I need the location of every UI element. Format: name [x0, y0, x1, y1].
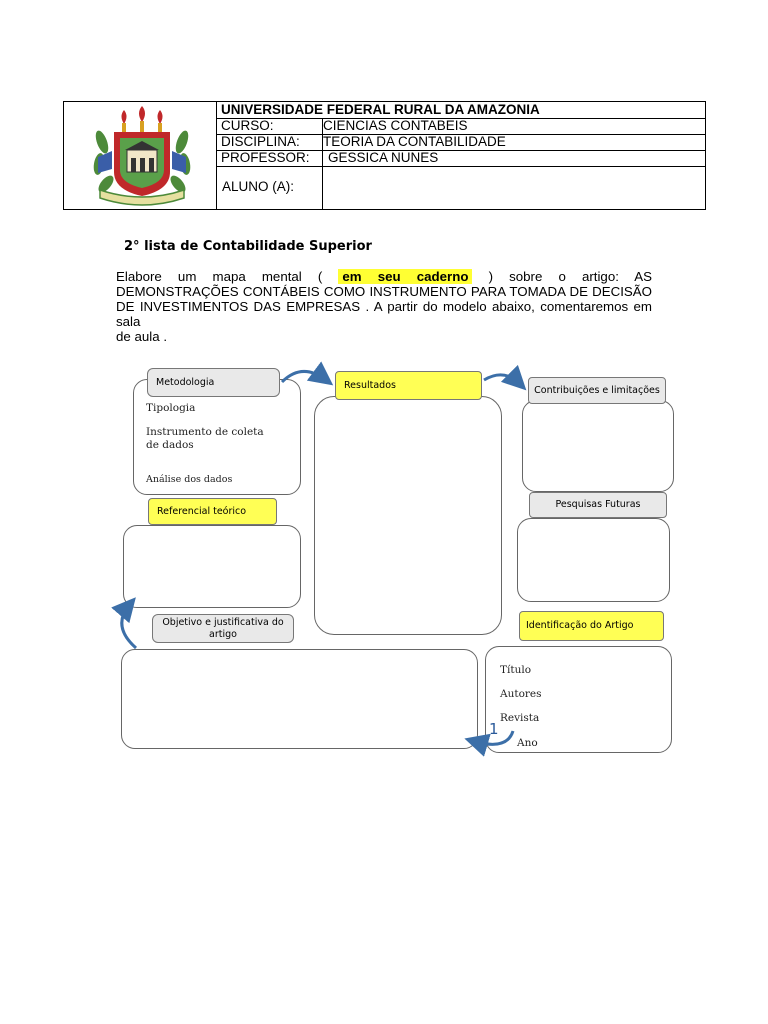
resultados-tag: Resultados: [335, 371, 482, 400]
instructions-line-3: DE INVESTIMENTOS DAS EMPRESAS . A partir do modelo abaixo, comentaremos em sala: [116, 299, 652, 329]
pesquisas-box: [517, 518, 670, 602]
metodologia-item-tipologia: Tipologia: [146, 402, 196, 414]
course-value: CIENCIAS CONTABEIS: [323, 118, 468, 133]
contribuicoes-tag: Contribuições e limitações: [528, 377, 666, 404]
professor-label: PROFESSOR:: [221, 150, 310, 165]
identificacao-item-revista: Revista: [500, 712, 540, 724]
pesquisas-tag: Pesquisas Futuras: [529, 492, 667, 518]
contribuicoes-box: [522, 400, 674, 492]
course-label: CURSO:: [221, 118, 274, 133]
metodologia-item-instrumento: Instrumento de coleta de dados: [146, 426, 264, 451]
university-crest-cell: [64, 102, 217, 209]
instructions-paragraph: [116, 269, 652, 344]
university-name-row: [216, 102, 705, 119]
identificacao-item-autores: Autores: [500, 688, 542, 700]
arrow-objetivo-to-referencial: [122, 604, 136, 648]
student-label: ALUNO (A):: [222, 179, 295, 194]
highlighted-phrase: em seu caderno: [338, 269, 472, 284]
identificacao-tag: Identificação do Artigo: [519, 611, 664, 641]
column-divider: [322, 165, 323, 209]
professor-value: GESSICA NUNES: [328, 150, 439, 165]
instructions-line-4: de aula .: [116, 329, 168, 344]
resultados-box: [314, 396, 502, 635]
objetivo-box: [121, 649, 478, 749]
header-table: [63, 101, 706, 210]
metodologia-tag: Metodologia: [147, 368, 280, 397]
discipline-label: DISCIPLINA:: [221, 134, 300, 149]
instructions-text-end: ) sobre o artigo: AS: [488, 269, 653, 284]
instructions-line-1: [116, 269, 652, 284]
university-crest-icon: [64, 102, 216, 209]
objetivo-tag: Objetivo e justificativa do artigo: [152, 614, 294, 643]
instructions-text-start: Elabore um mapa mental (: [116, 269, 323, 284]
university-name: UNIVERSIDADE FEDERAL RURAL DA AMAZONIA: [221, 102, 540, 117]
identificacao-item-titulo: Título: [500, 664, 532, 676]
arrow-resultados-to-contribuicoes: [484, 375, 520, 384]
metodologia-item-analise: Análise dos dados: [146, 474, 233, 485]
referencial-box: [123, 525, 301, 608]
student-row: [216, 165, 705, 209]
start-number: 1: [489, 720, 499, 738]
discipline-row: [216, 134, 705, 151]
course-row: [216, 118, 705, 135]
instructions-line-2: DEMONSTRAÇÕES CONTÁBEIS COMO INSTRUMENTO PARA TOMADA DE DECISÃO: [116, 284, 652, 299]
discipline-value: TEORIA DA CONTABILIDADE: [323, 134, 506, 149]
list-title: 2° lista de Contabilidade Superior: [124, 239, 372, 254]
referencial-tag: Referencial teórico: [148, 498, 277, 525]
identificacao-item-ano: Ano: [517, 737, 538, 749]
